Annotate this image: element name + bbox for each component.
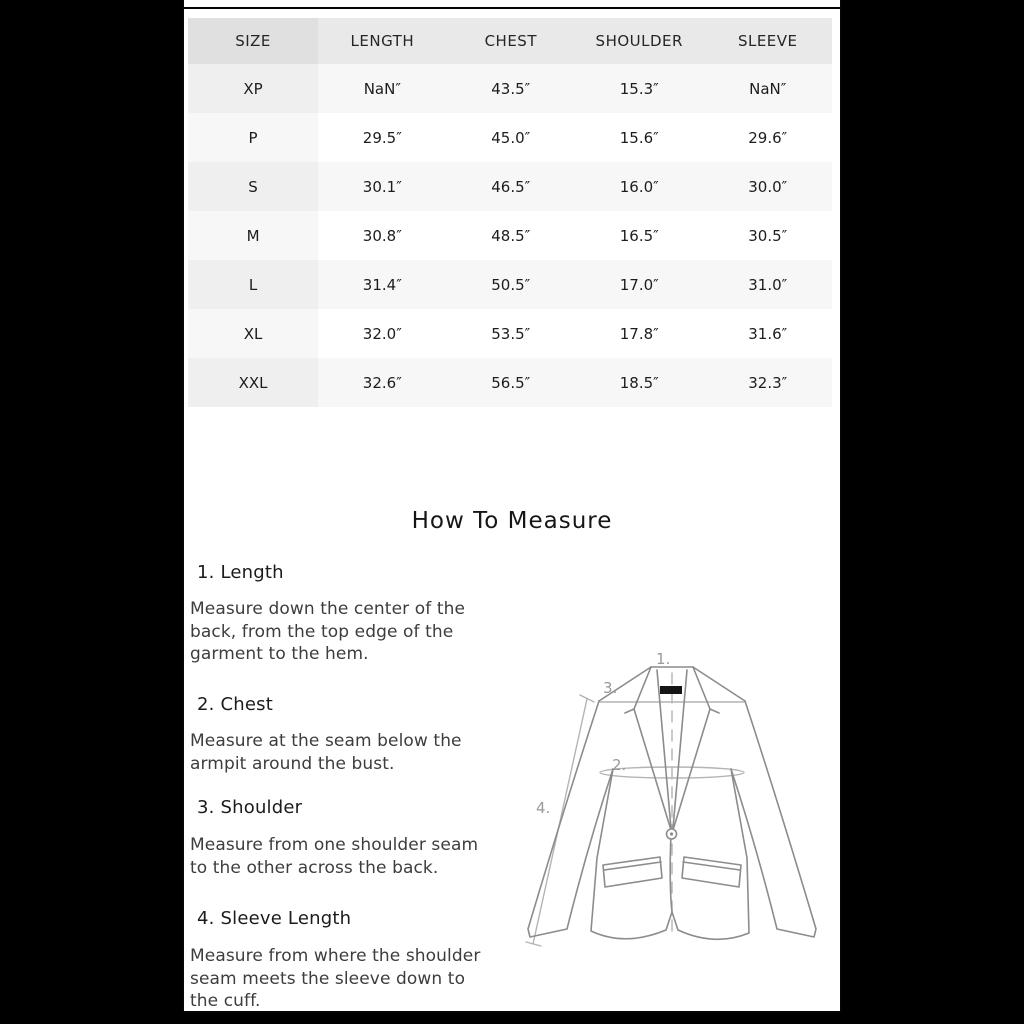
length-value: 30.1″ xyxy=(318,162,446,211)
length-value: 32.6″ xyxy=(318,358,446,407)
chest-value: 50.5″ xyxy=(447,260,575,309)
length-value: 29.5″ xyxy=(318,113,446,162)
shoulder-value: 18.5″ xyxy=(575,358,703,407)
size-chart-table xyxy=(188,18,832,407)
collar-label-tag xyxy=(660,686,682,694)
blazer-outline xyxy=(528,667,816,939)
size-label: XP xyxy=(188,64,318,113)
column-header-size: SIZE xyxy=(188,18,318,64)
table-row-xxl xyxy=(188,358,832,407)
table-row-xl xyxy=(188,309,832,358)
label-2-chest: 2. xyxy=(612,756,627,774)
chest-value: 56.5″ xyxy=(447,358,575,407)
length-value: 32.0″ xyxy=(318,309,446,358)
column-header-length: LENGTH xyxy=(318,18,446,64)
sleeve-value: 31.6″ xyxy=(703,309,832,358)
shoulder-value: 17.8″ xyxy=(575,309,703,358)
left-pocket-flap xyxy=(603,857,662,887)
panel-top-border xyxy=(184,7,840,9)
shoulder-value: 17.0″ xyxy=(575,260,703,309)
column-header-chest: CHEST xyxy=(447,18,575,64)
sleeve-heading: 4. Sleeve Length xyxy=(197,908,352,929)
section-shoulder-body-wrap xyxy=(190,834,500,879)
section-chest-body-wrap xyxy=(190,730,500,775)
chest-instructions: Measure at the seam below the armpit around the bust. xyxy=(190,731,462,774)
how-to-measure-title: How To Measure xyxy=(411,508,613,534)
chest-value: 45.0″ xyxy=(447,113,575,162)
section-length-heading-wrap xyxy=(190,562,500,583)
chest-heading: 2. Chest xyxy=(197,694,273,715)
left-body-and-hem xyxy=(591,769,666,939)
section-sleeve-body-wrap xyxy=(190,945,500,1013)
front-button-center xyxy=(670,832,673,835)
shoulder-heading: 3. Shoulder xyxy=(197,797,303,818)
label-3-shoulder: 3. xyxy=(603,679,618,697)
table-row-p xyxy=(188,113,832,162)
right-sleeve xyxy=(731,701,816,937)
size-label: S xyxy=(188,162,318,211)
length-value: NaN″ xyxy=(318,64,446,113)
right-pocket-flap xyxy=(682,857,741,887)
table-row-xp xyxy=(188,64,832,113)
sleeve-value: 32.3″ xyxy=(703,358,832,407)
blazer-measurement-diagram xyxy=(520,640,840,960)
section-chest-heading-wrap xyxy=(190,694,500,715)
chest-value: 53.5″ xyxy=(447,309,575,358)
label-1-length: 1. xyxy=(656,650,671,668)
size-label: XL xyxy=(188,309,318,358)
chest-value: 48.5″ xyxy=(447,211,575,260)
shoulder-value: 15.3″ xyxy=(575,64,703,113)
table-row-s xyxy=(188,162,832,211)
sleeve-value: 29.6″ xyxy=(703,113,832,162)
sleeve-value: NaN″ xyxy=(703,64,832,113)
column-header-shoulder: SHOULDER xyxy=(575,18,703,64)
right-body-and-hem xyxy=(678,769,749,939)
length-value: 31.4″ xyxy=(318,260,446,309)
length-value: 30.8″ xyxy=(318,211,446,260)
header-row xyxy=(188,18,832,64)
sleeve-value: 30.5″ xyxy=(703,211,832,260)
size-label: L xyxy=(188,260,318,309)
diagram-number-labels xyxy=(536,650,670,817)
left-sleeve xyxy=(528,701,613,937)
shoulder-value: 16.5″ xyxy=(575,211,703,260)
shoulder-instructions: Measure from one shoulder seam to the other across the back. xyxy=(190,835,479,878)
table-row-m xyxy=(188,211,832,260)
column-header-sleeve: SLEEVE xyxy=(703,18,832,64)
sleeve-value: 31.0″ xyxy=(703,260,832,309)
chest-value: 46.5″ xyxy=(447,162,575,211)
table-row-l xyxy=(188,260,832,309)
size-label: M xyxy=(188,211,318,260)
size-guide-image xyxy=(182,0,842,1013)
size-label: XXL xyxy=(188,358,318,407)
sleeve-value: 30.0″ xyxy=(703,162,832,211)
section-sleeve-heading-wrap xyxy=(190,908,500,929)
label-4-sleeve: 4. xyxy=(536,799,551,817)
length-instructions: Measure down the center of the back, from the top edge of the garment to the hem. xyxy=(190,599,466,664)
shoulder-value: 15.6″ xyxy=(575,113,703,162)
section-length-body-wrap xyxy=(190,598,500,666)
section-shoulder-heading-wrap xyxy=(190,797,500,818)
size-label: P xyxy=(188,113,318,162)
shoulder-value: 16.0″ xyxy=(575,162,703,211)
chest-value: 43.5″ xyxy=(447,64,575,113)
sleeve-instructions: Measure from where the shoulder seam meets the sleeve down to the cuff. xyxy=(190,946,481,1011)
length-heading: 1. Length xyxy=(197,562,284,583)
